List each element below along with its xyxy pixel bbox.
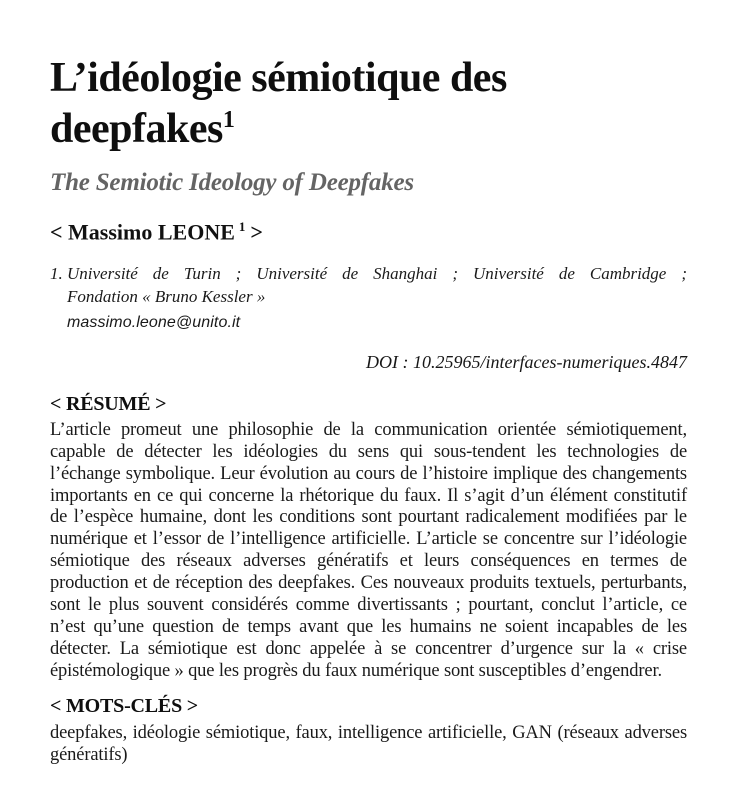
doi-line: DOI : 10.25965/interfaces-numeriques.4847 bbox=[366, 351, 687, 372]
author-footnote-ref: 1 bbox=[238, 219, 246, 235]
author-line-closing-bracket: > bbox=[250, 219, 263, 245]
author-line bbox=[50, 219, 687, 245]
author-email: massimo.leone@unito.it bbox=[67, 313, 241, 331]
author-name: < Massimo LEONE bbox=[50, 219, 235, 245]
affiliation-foundation: Fondation « Bruno Kessler » bbox=[67, 286, 266, 306]
resume-section-heading: < RÉSUMÉ > bbox=[50, 392, 167, 415]
article-subtitle-english: The Semiotic Ideology of Deepfakes bbox=[50, 169, 414, 197]
article-title bbox=[50, 53, 687, 155]
resume-abstract-text: L’article promeut une philosophie de la communication orientée sémiotiquement, capable de détecter les idéologies du sens qui sous-tendent les technologies de l’échange symbolique. Leur évolution au cours de l’histoire implique des changements importants en ce qui concerne la rhétorique du faux. Il s’agit d’un élément constitutif de l’espèce humaine, dont les conditions sont pourtant radicalement modifiées par le numérique et l’essor de l’intelligence artificielle. L’article se concentre sur l’idéologie sémiotique des réseaux adverses génératifs et leurs conséquences en termes de production et de réception des deepfakes. Ces nouveaux produits textuels, perturbants, sont le plus souvent considérés comme divertissants ; pourtant, conclut l’article, ce n’est qu’une question de temps avant que les humains ne soient incapables de les détecter. La sémiotique est donc appelée à se concentrer d’urgence sur la « crise épistémologique » que les progrès du faux numérique sont susceptibles d’engendrer. bbox=[50, 419, 687, 681]
article-title-text: L’idéologie sémiotique des deepfakes bbox=[50, 55, 507, 153]
keywords-section-heading: < MOTS-CLÉS > bbox=[50, 694, 198, 717]
keywords-list: deepfakes, idéologie sémiotique, faux, intelligence artificielle, GAN (réseaux adverses génératifs) bbox=[50, 722, 687, 766]
article-title-footnote-ref: 1 bbox=[222, 107, 235, 134]
affiliation-institutions: Université de Turin ; Université de Shanghai ; Université de Cambridge ; bbox=[67, 263, 687, 283]
affiliation-block bbox=[50, 262, 687, 334]
affiliation-number: 1. bbox=[50, 263, 63, 283]
